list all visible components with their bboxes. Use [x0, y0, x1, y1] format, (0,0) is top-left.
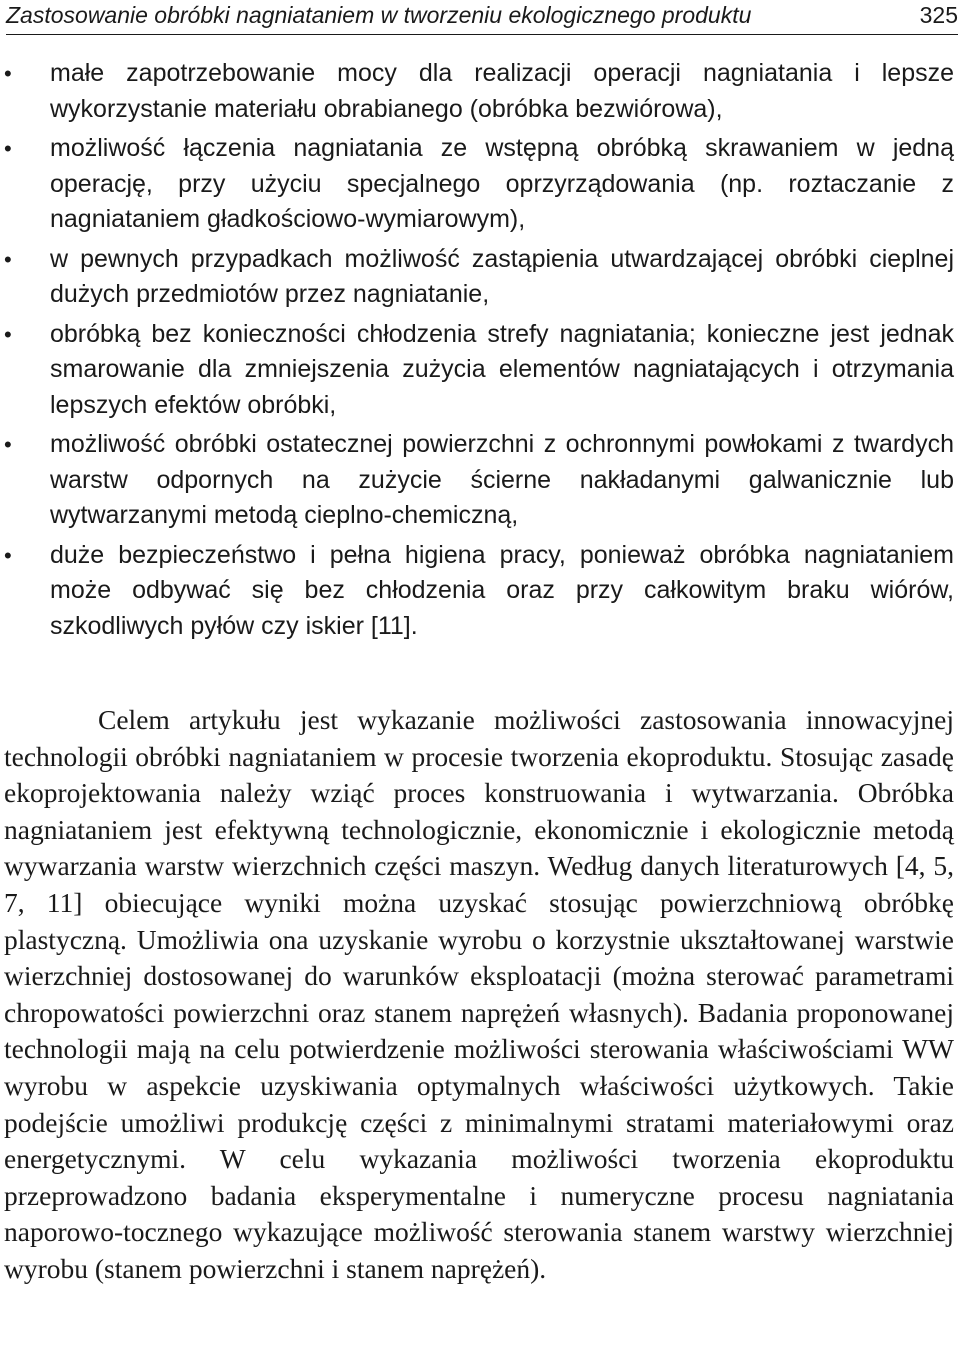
- list-item: [0, 242, 960, 313]
- running-title: Zastosowanie obróbki nagniataniem w tworzeniu ekologicznego produktu: [6, 2, 752, 28]
- list-item: [0, 56, 960, 127]
- bullet-icon: •: [4, 321, 12, 347]
- page-number: 325: [919, 2, 958, 28]
- bullet-icon: •: [4, 542, 12, 568]
- list-item-text: duże bezpieczeństwo i pełna higiena pracy, ponieważ obróbka nagniataniem może odbywać się bez chłodzenia oraz przy całkowitym braku wiórów, szkodliwych pyłów czy iskier [11].: [50, 540, 954, 640]
- bullet-icon: •: [4, 61, 12, 86]
- list-item: [0, 131, 960, 238]
- list-item: [0, 317, 960, 424]
- list-item: [0, 538, 960, 645]
- body-paragraph: Celem artykułu jest wykazanie możliwości zastosowania innowacyjnej technologii obróbki nagniataniem w procesie tworzenia ekoproduktu. Stosując zasadę ekoprojektowania należy wziąć proces konstruowania i wytwarzania. Obróbka nagniataniem jest efektywną technologicznie, ekonomicznie i ekologicznie metodą wywarzania warstw wierzchnich części maszyn. Według danych literaturowych [4, 5, 7, 11] obiecujące wyniki można uzyskać stosując powierzchniową obróbkę plastyczną. Umożliwia ona uzyskanie wyrobu o korzystnie ukształtowanej warstwie wierzchniej dostosowanej do warunków eksploatacji (można sterować parametrami chropowatości powierzchni oraz stanem naprężeń własnych). Badania proponowanej technologii mają na celu potwierdzenie możliwości sterowania właściwościami WW wyrobu w aspekcie uzyskiwania optymalnych właściwości użytkowych. Takie podejście umożliwi produkcję części z minimalnymi stratami materiałowymi oraz energetycznymi. W celu wykazania możliwości tworzenia ekoproduktu przeprowadzono badania eksperymentalne i numeryczne procesu nagniatania naporowo-tocznego wykazujące możliwość sterowania stanem warstwy wierzchniej wyrobu (stanem powierzchni i stanem naprężeń).: [4, 704, 954, 1284]
- page-header: [6, 0, 958, 35]
- advantages-list: [0, 56, 960, 648]
- list-item-text: obróbką bez konieczności chłodzenia strefy nagniatania; konieczne jest jednak smarowanie dla zmniejszenia zużycia elementów nagniatających i otrzymania lepszych efektów obróbki,: [50, 319, 954, 419]
- list-item: [0, 427, 960, 534]
- list-item-text: w pewnych przypadkach możliwość zastąpienia utwardzającej obróbki cieplnej dużych przedmiotów przez nagniatanie,: [50, 244, 954, 308]
- list-item-text: małe zapotrzebowanie mocy dla realizacji operacji nagniatania i lepsze wykorzystanie materiału obrabianego (obróbka bezwiórowa),: [50, 59, 954, 123]
- bullet-icon: •: [4, 136, 12, 161]
- bullet-icon: •: [4, 432, 12, 457]
- list-item-text: możliwość łączenia nagniatania ze wstępną obróbką skrawaniem w jedną operację, przy użyciu specjalnego oprzyrządowania (np. roztaczanie z nagniataniem gładkościowo-wymiarowym),: [50, 134, 954, 233]
- list-item-text: możliwość obróbki ostatecznej powierzchni z ochronnymi powłokami z twardych warstw odpornych na zużycie ścierne nakładanymi galwanicznie lub wytwarzanymi metodą cieplno-chemiczną,: [50, 430, 954, 529]
- bullet-icon: •: [4, 246, 12, 272]
